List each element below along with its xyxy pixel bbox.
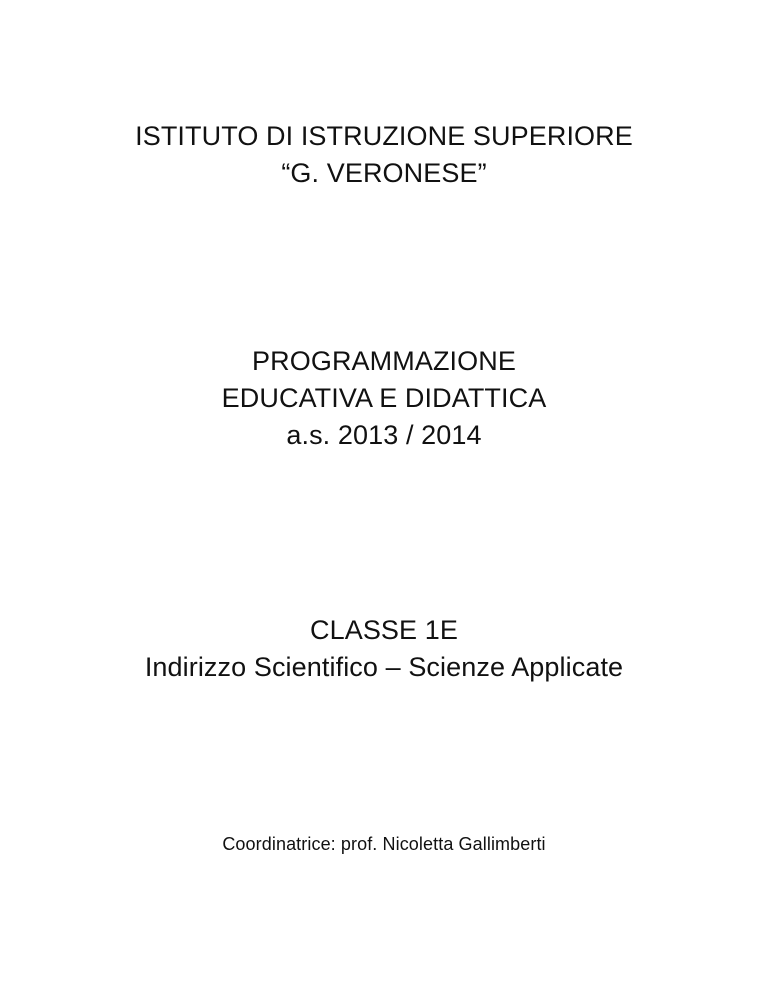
class-track: Indirizzo Scientifico – Scienze Applicate [144, 652, 624, 682]
school-year: a.s. 2013 / 2014 [286, 420, 482, 450]
institute-name: ISTITUTO DI ISTRUZIONE SUPERIORE [135, 121, 633, 151]
program-heading [0, 343, 768, 454]
institute-subtitle: “G. VERONESE” [281, 158, 487, 188]
coordinator-text: Coordinatrice: prof. Nicoletta Gallimberti [222, 834, 546, 854]
institute-heading [0, 118, 768, 192]
program-title: PROGRAMMAZIONE [252, 346, 516, 376]
class-heading [0, 612, 768, 686]
class-name: CLASSE 1E [310, 615, 458, 645]
program-subtitle: EDUCATIVA E DIDATTICA [221, 383, 547, 413]
coordinator-section [0, 831, 768, 857]
